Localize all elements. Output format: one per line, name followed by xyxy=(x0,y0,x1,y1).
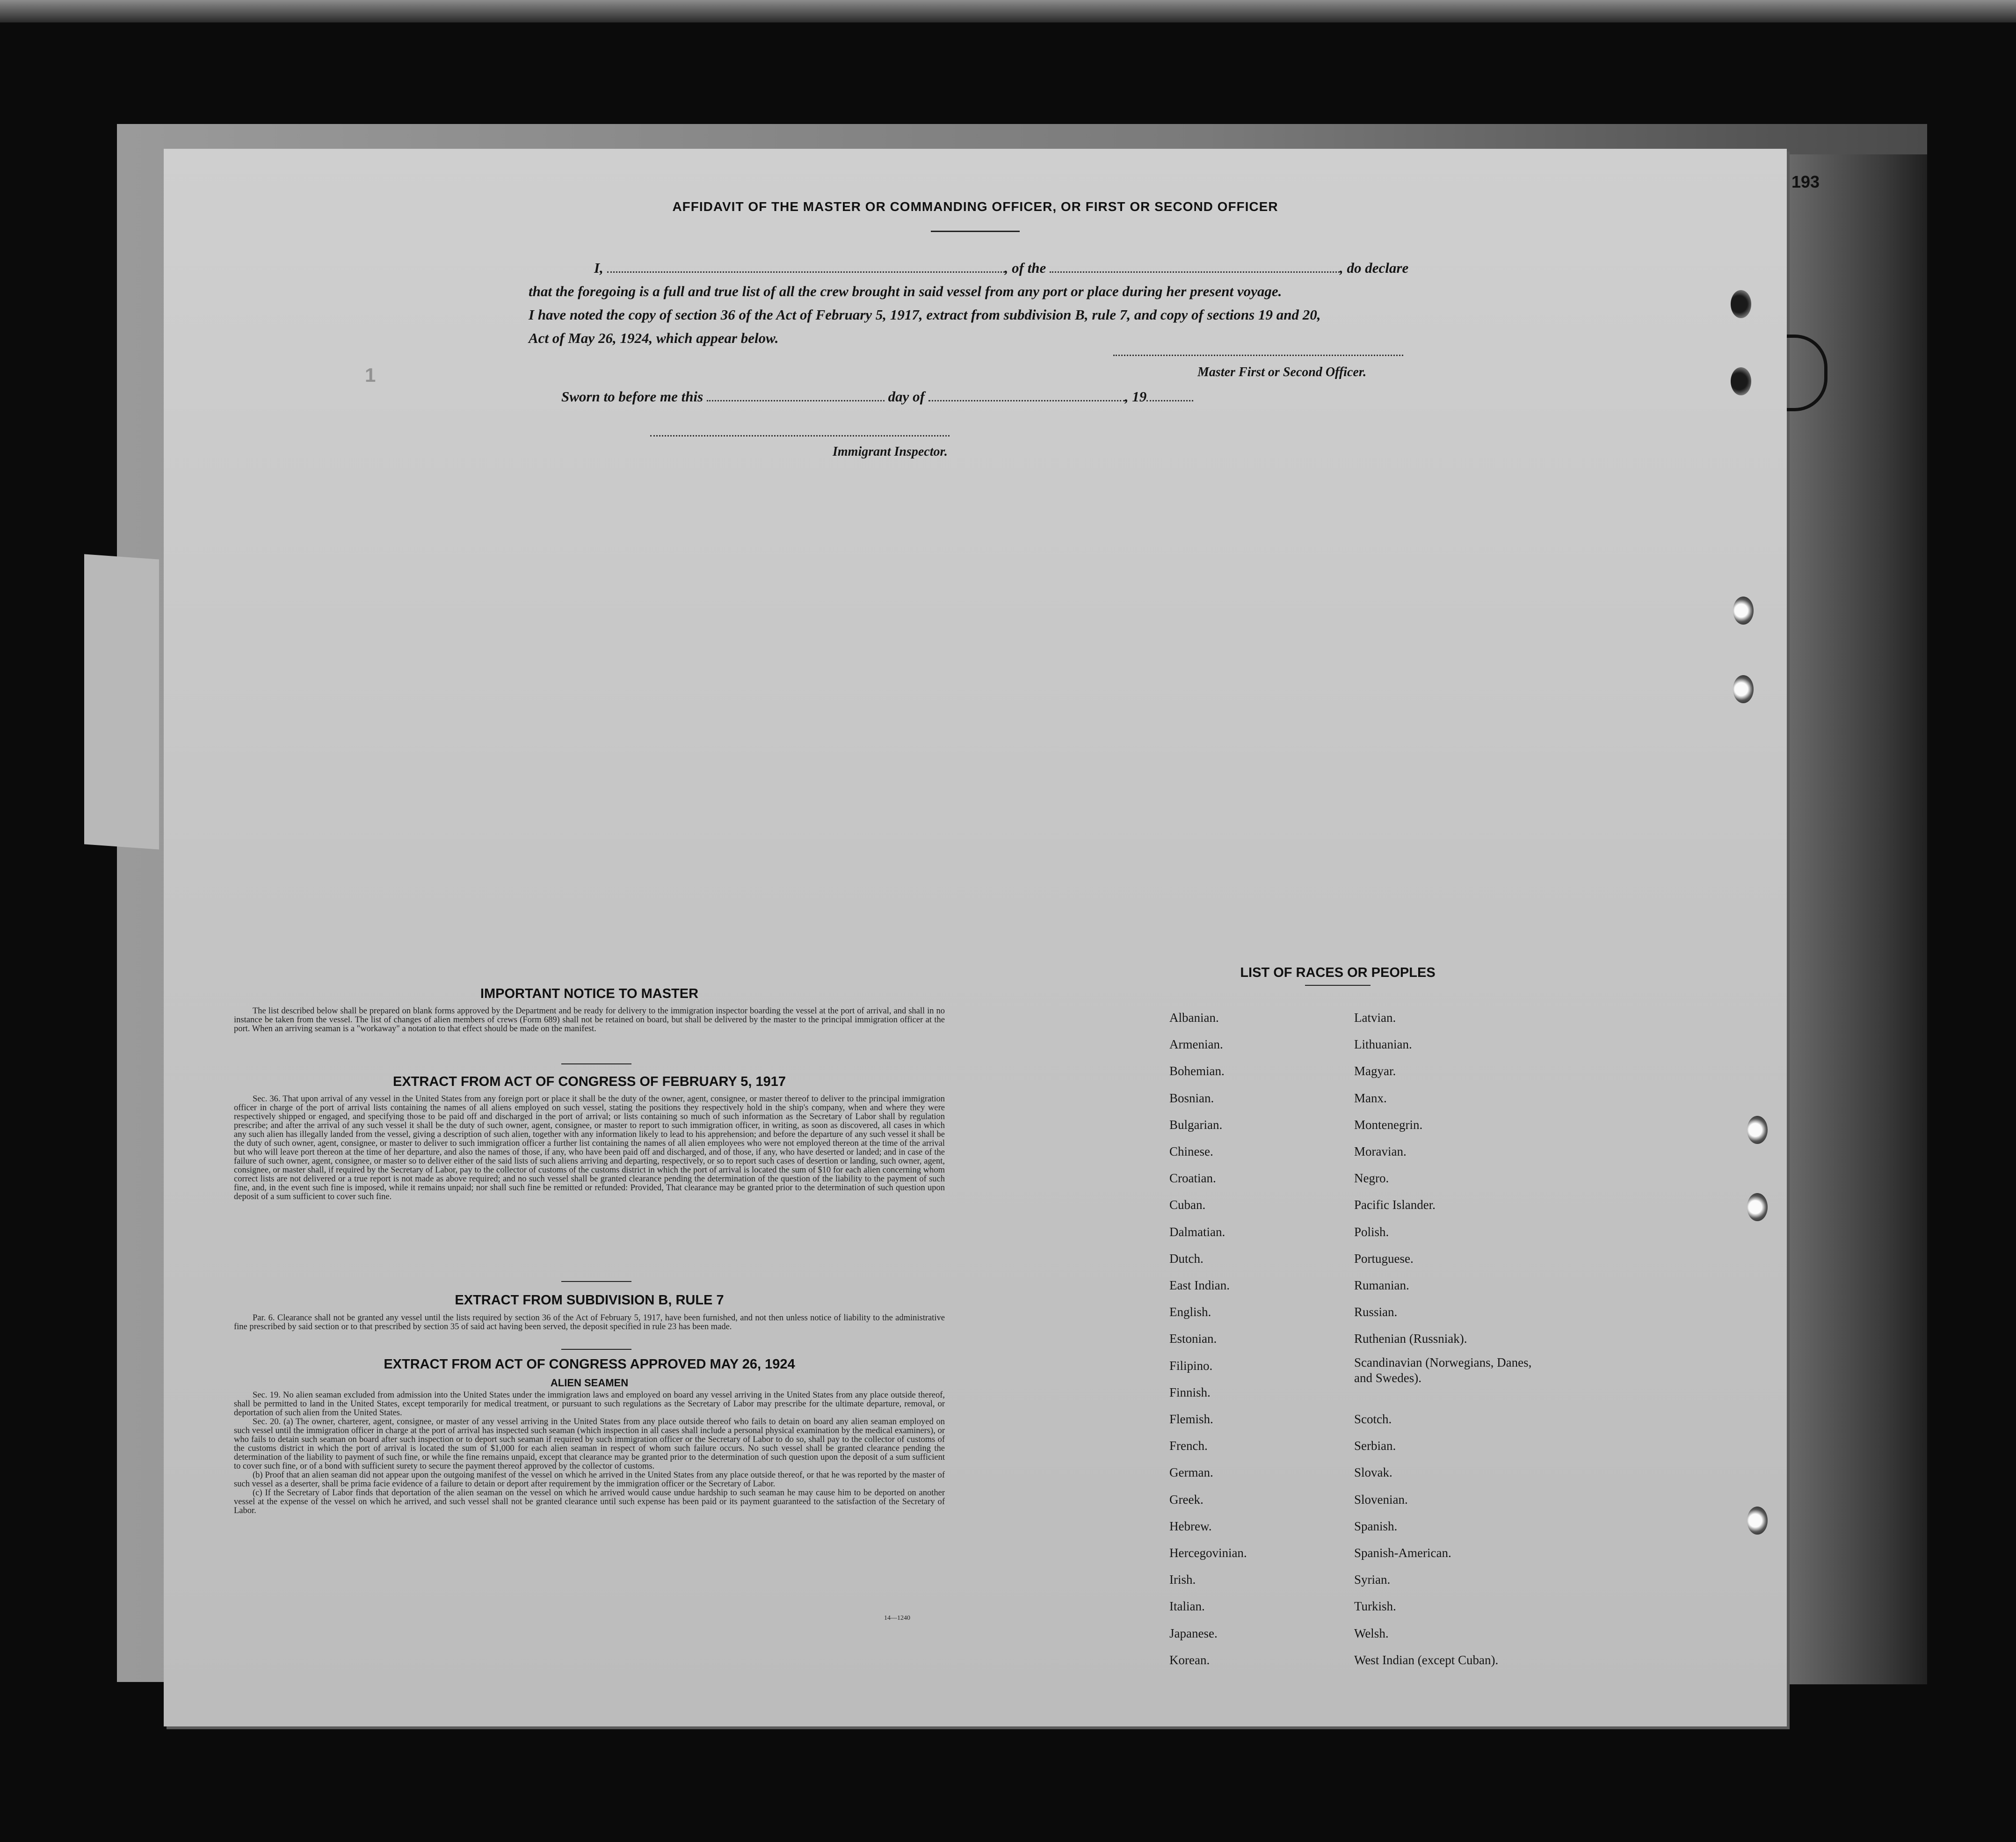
race-item: Scotch. xyxy=(1354,1412,1392,1426)
race-item: Hebrew. xyxy=(1169,1519,1212,1533)
race-item: East Indian. xyxy=(1169,1278,1230,1292)
do-declare-label: , do declare xyxy=(1340,260,1409,276)
race-item: West Indian (except Cuban). xyxy=(1354,1653,1499,1667)
declaration-line-2: I have noted the copy of section 36 of the Act of February 5, 1917, extract from subdivision B, rule 7, and copy of sections 19 and 20, xyxy=(529,306,1321,323)
section-19-body: Sec. 19. No alien seaman excluded from admission into the United States under the immigration laws and employed on board any vessel arriving in the United States from any place outside thereof, shall be permitted to land in the United States, except temporarily for medical treatment, or pursuant to such regulations as the Secretary of Labor may prescribe for the ultimate departure, removal, or deportation of such alien from the United States. xyxy=(234,1391,945,1418)
divider xyxy=(1305,985,1371,986)
affidavit-title: AFFIDAVIT OF THE MASTER OR COMMANDING OFFICER, OR FIRST OR SECOND OFFICER xyxy=(672,199,1278,214)
day-of-label: day of xyxy=(888,388,925,405)
race-item: Ruthenian (Russniak). xyxy=(1354,1332,1467,1346)
inspector-signature-label: Immigrant Inspector. xyxy=(833,444,948,459)
notice-text xyxy=(234,1007,945,1034)
punch-hole-icon xyxy=(1747,1193,1768,1221)
declaration-line-1: that the foregoing is a full and true list of all the crew brought in said vessel from any port or place during her present voyage. xyxy=(529,283,1282,299)
section-20b-body: (b) Proof that an alien seaman did not appear upon the outgoing manifest of the vessel on which he arrived in the United States from any place outside thereof, or that he was reported by the master of such vessel as a deserter, shall be prima facie evidence of a failure to detain or deport after requirement by the immigration officer or the Secretary of Labor. xyxy=(234,1471,945,1489)
affidavit-declaration xyxy=(529,256,1464,350)
race-item: Korean. xyxy=(1169,1653,1210,1667)
race-item: German. xyxy=(1169,1465,1213,1480)
punch-hole-icon xyxy=(1733,597,1754,625)
race-item: Scandinavian (Norwegians, Danes, and Swedes). xyxy=(1354,1355,1532,1385)
section-20a-body: Sec. 20. (a) The owner, charterer, agent, consignee, or master of any vessel arriving in the United States from any place outside thereof who fails to detain on board any alien seaman employed on such vessel until the immigration officer in charge at the port of arrival has inspected such seaman (which inspection in all cases shall include a personal physical examination by the medical examiners), or who fails to detain such seaman on board after such inspection or to deport such seaman if required by such immigration officer or the Secretary of Labor to do so, shall pay to the collector of customs of the customs district in which the port of arrival is located the sum of $1,000 for each alien seaman in respect of whom such failure occurs. No such vessel shall be granted clearance pending the determination of the liability to payment of such fine, or while the fine remains unpaid, except that clearance may be granted prior to the determination of such question upon the deposit of a sum sufficient to cover such fine, or of a bond with sufficient surety to secure the payment thereof approved by the collector of customs. xyxy=(234,1417,945,1471)
race-item: Cuban. xyxy=(1169,1198,1206,1212)
race-item: Croatian. xyxy=(1169,1171,1216,1186)
race-item: Pacific Islander. xyxy=(1354,1198,1436,1212)
of-the-label: , of the xyxy=(1004,260,1046,276)
race-item: Estonian. xyxy=(1169,1332,1217,1346)
inspector-signature-blank[interactable] xyxy=(650,435,950,437)
race-item: Albanian. xyxy=(1169,1011,1219,1025)
page-number: 193 xyxy=(1791,172,1820,191)
rule-7-text xyxy=(234,1314,945,1332)
divider xyxy=(561,1349,631,1350)
section-36-body: Sec. 36. That upon arrival of any vessel in the United States from any foreign port or place it shall be the duty of the owner, agent, consignee, or master thereof to deliver to the principal immigration officer in charge of the port of arrival lists containing the names of all aliens employed on such vessel, stating the positions they respectively hold in the ship's company, when and where they were respectively shipped or engaged, and specifying those to be paid off and discharged in the port of arrival; or lists containing so much of such information as the Secretary of Labor shall by regulation prescribe; and after the arrival of any such vessel it shall be the duty of such owner, agent, consignee, or master to report to such immigration officer, in writing, as soon as discovered, all cases in which any such alien has illegally landed from the vessel, giving a description of such alien, together with any information likely to lead to his apprehension; and before the departure of any such vessel it shall be the duty of such owner, agent, consignee, or master to deliver to such immigration officer a further list containing the names of all alien employees who were not employed thereon at the time of the arrival but who will leave port thereon at the time of her departure, and also the names of those, if any, who have been paid off and discharged, and of those, if any, who have deserted or landed; and in case of the failure of such owner, agent, consignee, or master so to deliver either of the said lists of such aliens arriving and departing, respectively, or so to report such cases of desertion or landing, such owner, agent, consignee, or master shall, if required by the Secretary of Labor, pay to the collector of customs of the customs district in which the port of arrival is located the sum of $10 for each alien concerning whom correct lists are not delivered or a true report is not made as above required; and no such vessel shall be granted clearance pending the determination of the question of the liability to the payment of such fine, and, in the event such fine is imposed, while it remains unpaid; nor shall such fine be remitted or refunded: Provided, That clearance may be granted prior to the determination of such question upon deposit of a sum sufficient to cover such fine. xyxy=(234,1094,945,1201)
form-number: 14—1240 xyxy=(884,1615,910,1622)
notice-title: IMPORTANT NOTICE TO MASTER xyxy=(480,986,699,1001)
extract-1917-text xyxy=(234,1095,945,1201)
paper-flap xyxy=(84,554,159,849)
divider xyxy=(561,1281,631,1282)
vessel-blank[interactable] xyxy=(1050,271,1340,273)
race-item: French. xyxy=(1169,1439,1208,1453)
races-title: LIST OF RACES OR PEOPLES xyxy=(1240,965,1436,980)
race-item: Negro. xyxy=(1354,1171,1389,1186)
sworn-row xyxy=(561,388,1193,405)
race-item: Flemish. xyxy=(1169,1412,1213,1426)
race-item: Manx. xyxy=(1354,1091,1387,1105)
notice-body: The list described below shall be prepared on blank forms approved by the Department and be ready for delivery to the immigration inspector boarding the vessel at the port of arrival, and shall in no instance be taken from the vessel. The list of changes of alien members of crews (Form 689) shall not be retained on board, but shall be delivered by the master to the principal immigration officer at the port. When an arriving seaman is a "workaway" a notation to that effect should be made on the manifest. xyxy=(234,1006,945,1034)
race-item: Bohemian. xyxy=(1169,1064,1225,1078)
race-item: Finnish. xyxy=(1169,1385,1211,1399)
race-item: Spanish. xyxy=(1354,1519,1398,1533)
race-item: Spanish-American. xyxy=(1354,1546,1451,1560)
race-item: Irish. xyxy=(1169,1573,1196,1587)
race-item: Montenegrin. xyxy=(1354,1117,1423,1132)
race-item: Slovenian. xyxy=(1354,1492,1408,1507)
master-signature-label: Master First or Second Officer. xyxy=(1197,365,1367,379)
race-item: Russian. xyxy=(1354,1305,1398,1319)
race-item: Bulgarian. xyxy=(1169,1117,1223,1132)
alien-seamen-subtitle: ALIEN SEAMEN xyxy=(550,1377,629,1389)
race-item: Armenian. xyxy=(1169,1037,1223,1052)
declaration-line-3: Act of May 26, 1924, which appear below. xyxy=(529,330,779,346)
race-item: English. xyxy=(1169,1305,1211,1319)
race-item: Dutch. xyxy=(1169,1251,1204,1266)
section-20c-body: (c) If the Secretary of Labor finds that deportation of the alien seaman on the vessel on which he arrived would cause undue hardship to such seaman he may cause him to be deported on another vessel at the expense of the vessel on which he arrived, and such vessel shall not be granted clearance until such expense has been paid or its payment guaranteed to the satisfaction of the Secretary of Labor. xyxy=(234,1488,945,1515)
race-item: Japanese. xyxy=(1169,1626,1218,1640)
extract-1924-text xyxy=(234,1391,945,1515)
rule-7-title: EXTRACT FROM SUBDIVISION B, RULE 7 xyxy=(455,1293,724,1308)
sworn-month-blank[interactable] xyxy=(928,400,1125,401)
sworn-year-blank[interactable] xyxy=(1146,400,1193,401)
race-item: Welsh. xyxy=(1354,1626,1389,1640)
side-mark: 1 xyxy=(365,364,376,386)
sworn-label: Sworn to before me this xyxy=(561,388,703,405)
affidavit-page xyxy=(164,149,1787,1726)
rule-7-body: Par. 6. Clearance shall not be granted any vessel until the lists required by section 36 of the Act of February 5, 1917, have been furnished, and not then unless notice of liability to the administrative fine prescribed by said section or to that prescribed by section 35 of said act having been served, the deposit specified in rule 23 has been made. xyxy=(234,1313,945,1332)
punch-hole-icon xyxy=(1747,1116,1768,1144)
race-item: Greek. xyxy=(1169,1492,1204,1507)
race-item: Moravian. xyxy=(1354,1144,1407,1158)
sworn-day-blank[interactable] xyxy=(707,400,885,401)
race-item: Italian. xyxy=(1169,1599,1205,1614)
race-item: Portuguese. xyxy=(1354,1251,1414,1266)
race-item: Syrian. xyxy=(1354,1573,1391,1587)
race-item: Chinese. xyxy=(1169,1144,1213,1158)
race-item: Turkish. xyxy=(1354,1599,1396,1614)
race-item: Hercegovinian. xyxy=(1169,1546,1247,1560)
race-item: Filipino. xyxy=(1169,1358,1213,1373)
divider xyxy=(561,1063,631,1064)
race-item: Serbian. xyxy=(1354,1439,1396,1453)
race-item: Dalmatian. xyxy=(1169,1224,1226,1239)
race-item: Lithuanian. xyxy=(1354,1037,1412,1052)
punch-hole-icon xyxy=(1731,290,1751,318)
punch-hole-icon xyxy=(1731,367,1751,395)
i-label: I, xyxy=(594,260,603,276)
divider xyxy=(931,231,1020,232)
punch-hole-icon xyxy=(1733,675,1754,703)
race-item: Rumanian. xyxy=(1354,1278,1409,1292)
race-item: Polish. xyxy=(1354,1224,1389,1239)
year-label: , 19 xyxy=(1124,388,1147,405)
race-item: Latvian. xyxy=(1354,1011,1396,1025)
race-item: Magyar. xyxy=(1354,1064,1396,1078)
race-item: Bosnian. xyxy=(1169,1091,1214,1105)
name-blank[interactable] xyxy=(607,271,1005,273)
punch-hole-icon xyxy=(1747,1507,1768,1535)
master-signature-blank[interactable] xyxy=(1113,355,1403,356)
scan-border xyxy=(0,0,2016,22)
race-item: Slovak. xyxy=(1354,1465,1392,1480)
extract-1917-title: EXTRACT FROM ACT OF CONGRESS OF FEBRUARY 5, 1917 xyxy=(392,1074,786,1089)
extract-1924-title: EXTRACT FROM ACT OF CONGRESS APPROVED MAY 26, 1924 xyxy=(384,1357,795,1372)
